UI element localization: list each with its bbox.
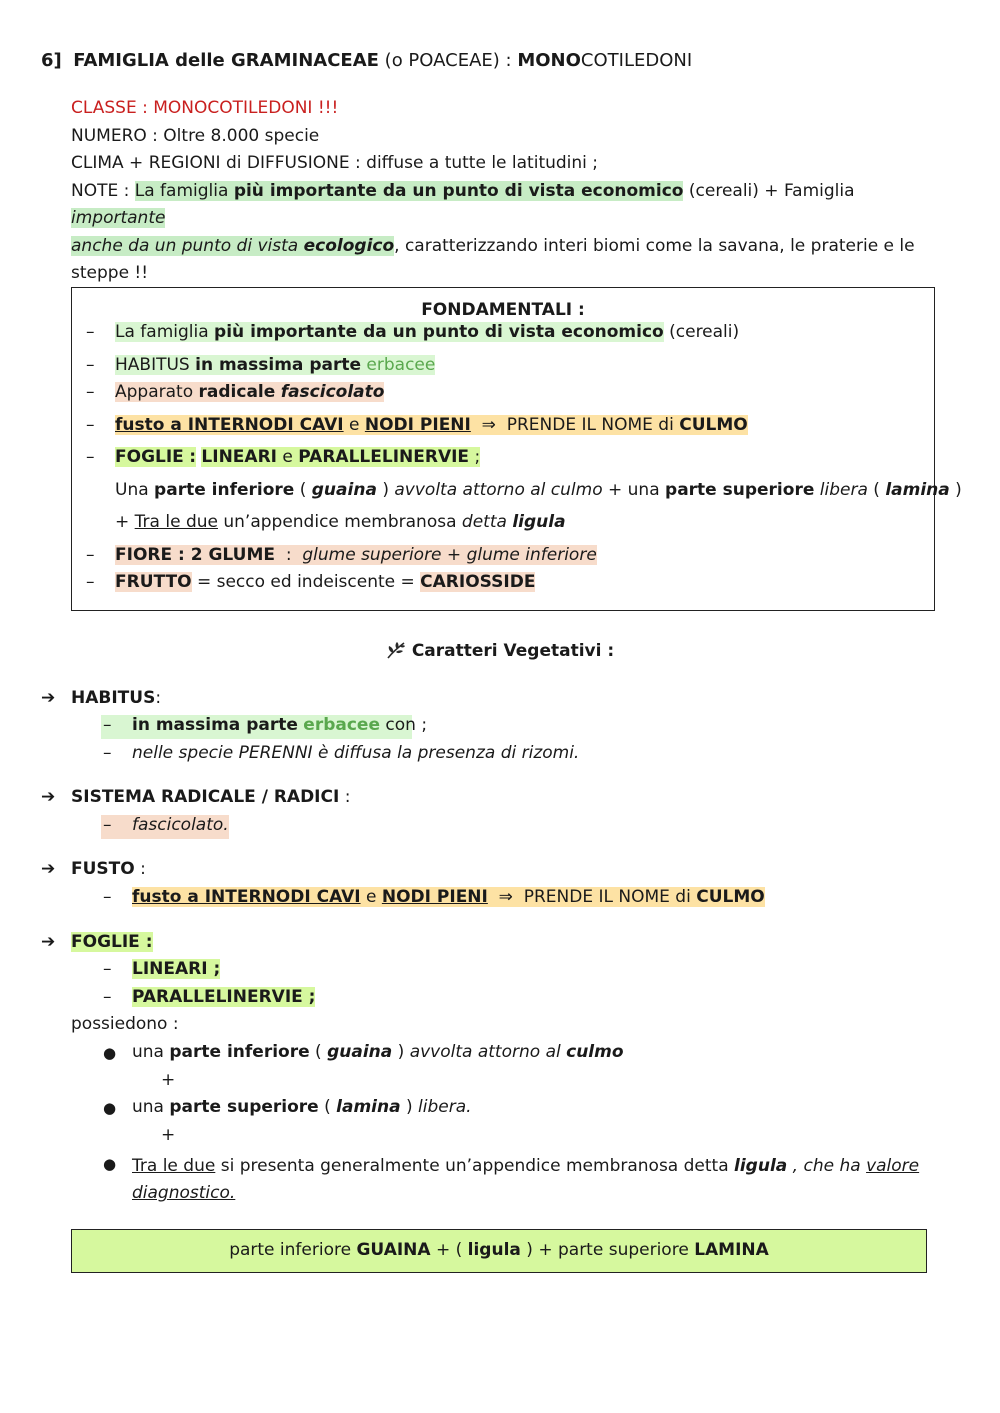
list-item: una parte inferiore ( guaina ) avvolta attorno al culmo xyxy=(132,1042,624,1062)
fusto-section-label: ➔ FUSTO : xyxy=(41,859,146,879)
list-item: Tra le due si presenta generalmente un’appendice membranosa detta ligula , che ha valore diagnostico. xyxy=(132,1156,920,1203)
note-highlight-1: La famiglia più importante da un punto di vista economico xyxy=(134,180,684,201)
foglie-section-label: ➔ FOGLIE : xyxy=(41,932,153,952)
possiedono-line: possiedono : xyxy=(71,1014,179,1034)
note-label: NOTE : xyxy=(71,180,130,201)
bullet-icon: ● xyxy=(103,1155,117,1173)
document-page: 6] FAMIGLIA delle GRAMINACEAE (o POACEAE) : MONOCOTILEDONI CLASSE : MONOCOTILEDONI !!! NUMERO : Oltre 8.000 specie CLIMA + REGIONI di DIFFUSIONE : diffuse a tutte le latitudini ; NOTE : La famiglia più importante da un punto di vista economico (cereali) + Famiglia importante anche da un punto di vista ecologico, caratterizzando interi biomi come la savana, le praterie e le steppe !! FONDAMENTALI : – La famiglia più importante da un punto di vista economico (cereali) – HABITUS in massima parte erbacee – Apparato radicale fascicolato – fusto a INTERNODI CAVI e NODI PIENI ⇒ PRENDE IL NOME di CULMO – FOGLIE : LINEARI e PARALLELINERVIE ; Una parte inferiore ( guaina ) avvolta attorno al culmo + una parte superiore libera ( lamina ) + Tra le due un’appendice membranosa detta ligula – FIORE : 2 GLUME : glume superiore + glume inferiore – FRUTTO = secco ed indeiscente = CARIOSSIDE Caratteri Vegetativi : ➔ HABITUS: – in massima parte erbacee con ; – nelle specie PERENNI è diffusa la presenza di rizomi. ➔ SISTEMA RADICALE / RADICI : – fascicolato. ➔ FUSTO : – fusto a INTERNODI CAVI e NODI PIENI ⇒ PRENDE IL NOME di CULMO ➔ FOGLIE : – LINEARI ; – PARALLELINERVIE ; possiedono : ● una parte inferiore ( guaina ) avvolta attorno al culmo + ● una parte superiore ( lamina ) libera. + ● Tra le due si presenta generalmente un’appendice membranosa detta ligula , che ha valore diagnostico. parte inferiore GUAINA + ( ligula ) + parte superiore LAMINA xyxy=(0,0,1000,1413)
numero-line: NUMERO : Oltre 8.000 specie xyxy=(71,125,320,146)
list-item: – in massima parte erbacee con ; xyxy=(101,715,412,739)
note-highlight-3: anche da un punto di vista ecologico xyxy=(71,235,395,256)
arrow-right-icon: ➔ xyxy=(41,688,56,708)
clima-line: CLIMA + REGIONI di DIFFUSIONE : diffuse a tutte le latitudini ; xyxy=(71,153,599,173)
note-text: (cereali) + Famiglia xyxy=(688,180,855,201)
fondamentali-heading: FONDAMENTALI : xyxy=(421,300,585,320)
class-rest: COTILEDONI xyxy=(580,50,693,71)
habitus-section-label: ➔ HABITUS: xyxy=(41,688,162,708)
plus-sign: + xyxy=(161,1070,176,1090)
arrow-right-icon: ➔ xyxy=(41,932,56,952)
intro-block xyxy=(71,95,931,288)
bullet-icon: ● xyxy=(103,1099,117,1117)
radici-section-label: ➔ SISTEMA RADICALE / RADICI : xyxy=(41,787,351,807)
family-name: FAMIGLIA delle GRAMINACEAE xyxy=(73,50,379,71)
arrow-right-icon: ➔ xyxy=(41,859,56,879)
fondamentali-box: FONDAMENTALI : – La famiglia più importante da un punto di vista economico (cereali) – HABITUS in massima parte erbacee – Apparato radicale fascicolato – fusto a INTERNODI CAVI e NODI PIENI ⇒ PRENDE IL NOME di CULMO – FOGLIE : LINEARI e PARALLELINERVIE ; Una parte inferiore ( guaina ) avvolta attorno al culmo + una parte superiore libera ( lamina ) + Tra le due un’appendice membranosa detta ligula – FIORE : 2 GLUME : glume superiore + glume inferiore – FRUTTO = secco ed indeiscente = CARIOSSIDE xyxy=(71,287,935,611)
summary-box: parte inferiore GUAINA + ( ligula ) + parte superiore LAMINA xyxy=(71,1229,927,1273)
section-number: 6] xyxy=(41,50,62,71)
section-title xyxy=(41,50,692,71)
note-text-2: , caratterizzando interi biomi come la savana, le praterie e le xyxy=(394,235,915,256)
classe-line: CLASSE : MONOCOTILEDONI !!! xyxy=(71,98,339,118)
arrow-right-icon: ➔ xyxy=(41,787,56,807)
plus-sign: + xyxy=(161,1125,176,1145)
class-bold: MONO xyxy=(517,50,581,71)
vegetativi-heading: Caratteri Vegetativi : xyxy=(0,641,1000,661)
note-highlight-2: importante xyxy=(71,208,166,228)
note-paragraph xyxy=(71,178,931,288)
list-item: una parte superiore ( lamina ) libera. xyxy=(132,1097,472,1117)
note-text-3: steppe !! xyxy=(71,263,149,283)
bullet-icon: ● xyxy=(103,1044,117,1062)
leaf-icon xyxy=(386,641,406,659)
list-item: – fascicolato. xyxy=(101,815,229,839)
family-alt-name: (o POACEAE) : xyxy=(384,50,512,71)
